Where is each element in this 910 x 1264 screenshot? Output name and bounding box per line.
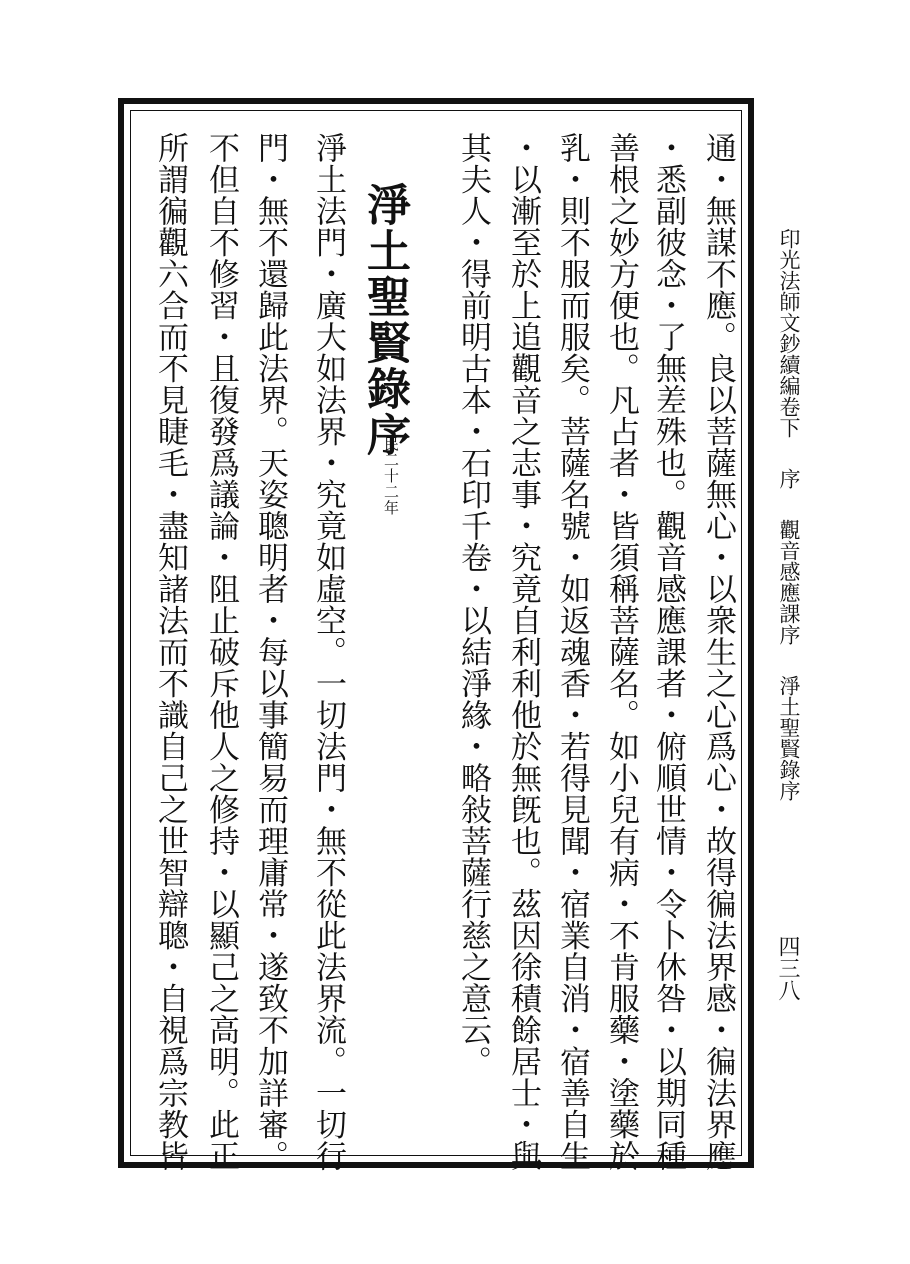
text-column: 乳・則不服而服矣。菩薩名號・如返魂香・若得見聞・宿業自消・宿善自生 bbox=[554, 132, 590, 1172]
text-column: 淨土法門・廣大如法界・究竟如虛空。一切法門・無不從此法界流。一切行 bbox=[310, 132, 346, 1172]
article-date: 民二十二年 bbox=[382, 436, 400, 516]
header-book-title: 印光法師文鈔續編卷下 bbox=[777, 228, 801, 438]
header-chapter-1: 觀音感應課序 bbox=[777, 519, 801, 645]
text-column: 善根之妙方便也。凡占者・皆須稱菩薩名。如小兒有病・不肯服藥・塗藥於 bbox=[603, 132, 639, 1172]
text-column: ・以漸至於上追觀音之志事・究竟自利利他於無旣也。茲因徐積餘居士・與 bbox=[505, 132, 541, 1172]
text-column: 門・無不還歸此法界。天姿聰明者・每以事簡易而理庸常・遂致不加詳審。 bbox=[252, 132, 288, 1172]
running-header bbox=[778, 228, 799, 801]
text-column: 通・無謀不應。良以菩薩無心・以衆生之心爲心・故得徧法界感・徧法界應 bbox=[700, 132, 736, 1172]
header-section: 序 bbox=[777, 468, 801, 489]
text-column: 不但自不修習・且復發爲議論・阻止破斥他人之修持・以顯己之高明。此正 bbox=[203, 132, 239, 1172]
text-column: 其夫人・得前明古本・石印千卷・以結淨緣・略敍菩薩行慈之意云。 bbox=[455, 132, 491, 1077]
article-title: 淨土聖賢錄序 bbox=[359, 182, 410, 458]
header-chapter-2: 淨土聖賢錄序 bbox=[777, 675, 801, 801]
text-column: ・悉副彼念・了無差殊也。觀音感應課者・俯順世情・令卜休咎・以期同種 bbox=[650, 132, 686, 1172]
text-column: 所謂徧觀六合而不見睫毛・盡知諸法而不識自己之世智辯聰・自視爲宗教皆 bbox=[152, 132, 188, 1172]
page-number: 四三八 bbox=[775, 935, 800, 1001]
